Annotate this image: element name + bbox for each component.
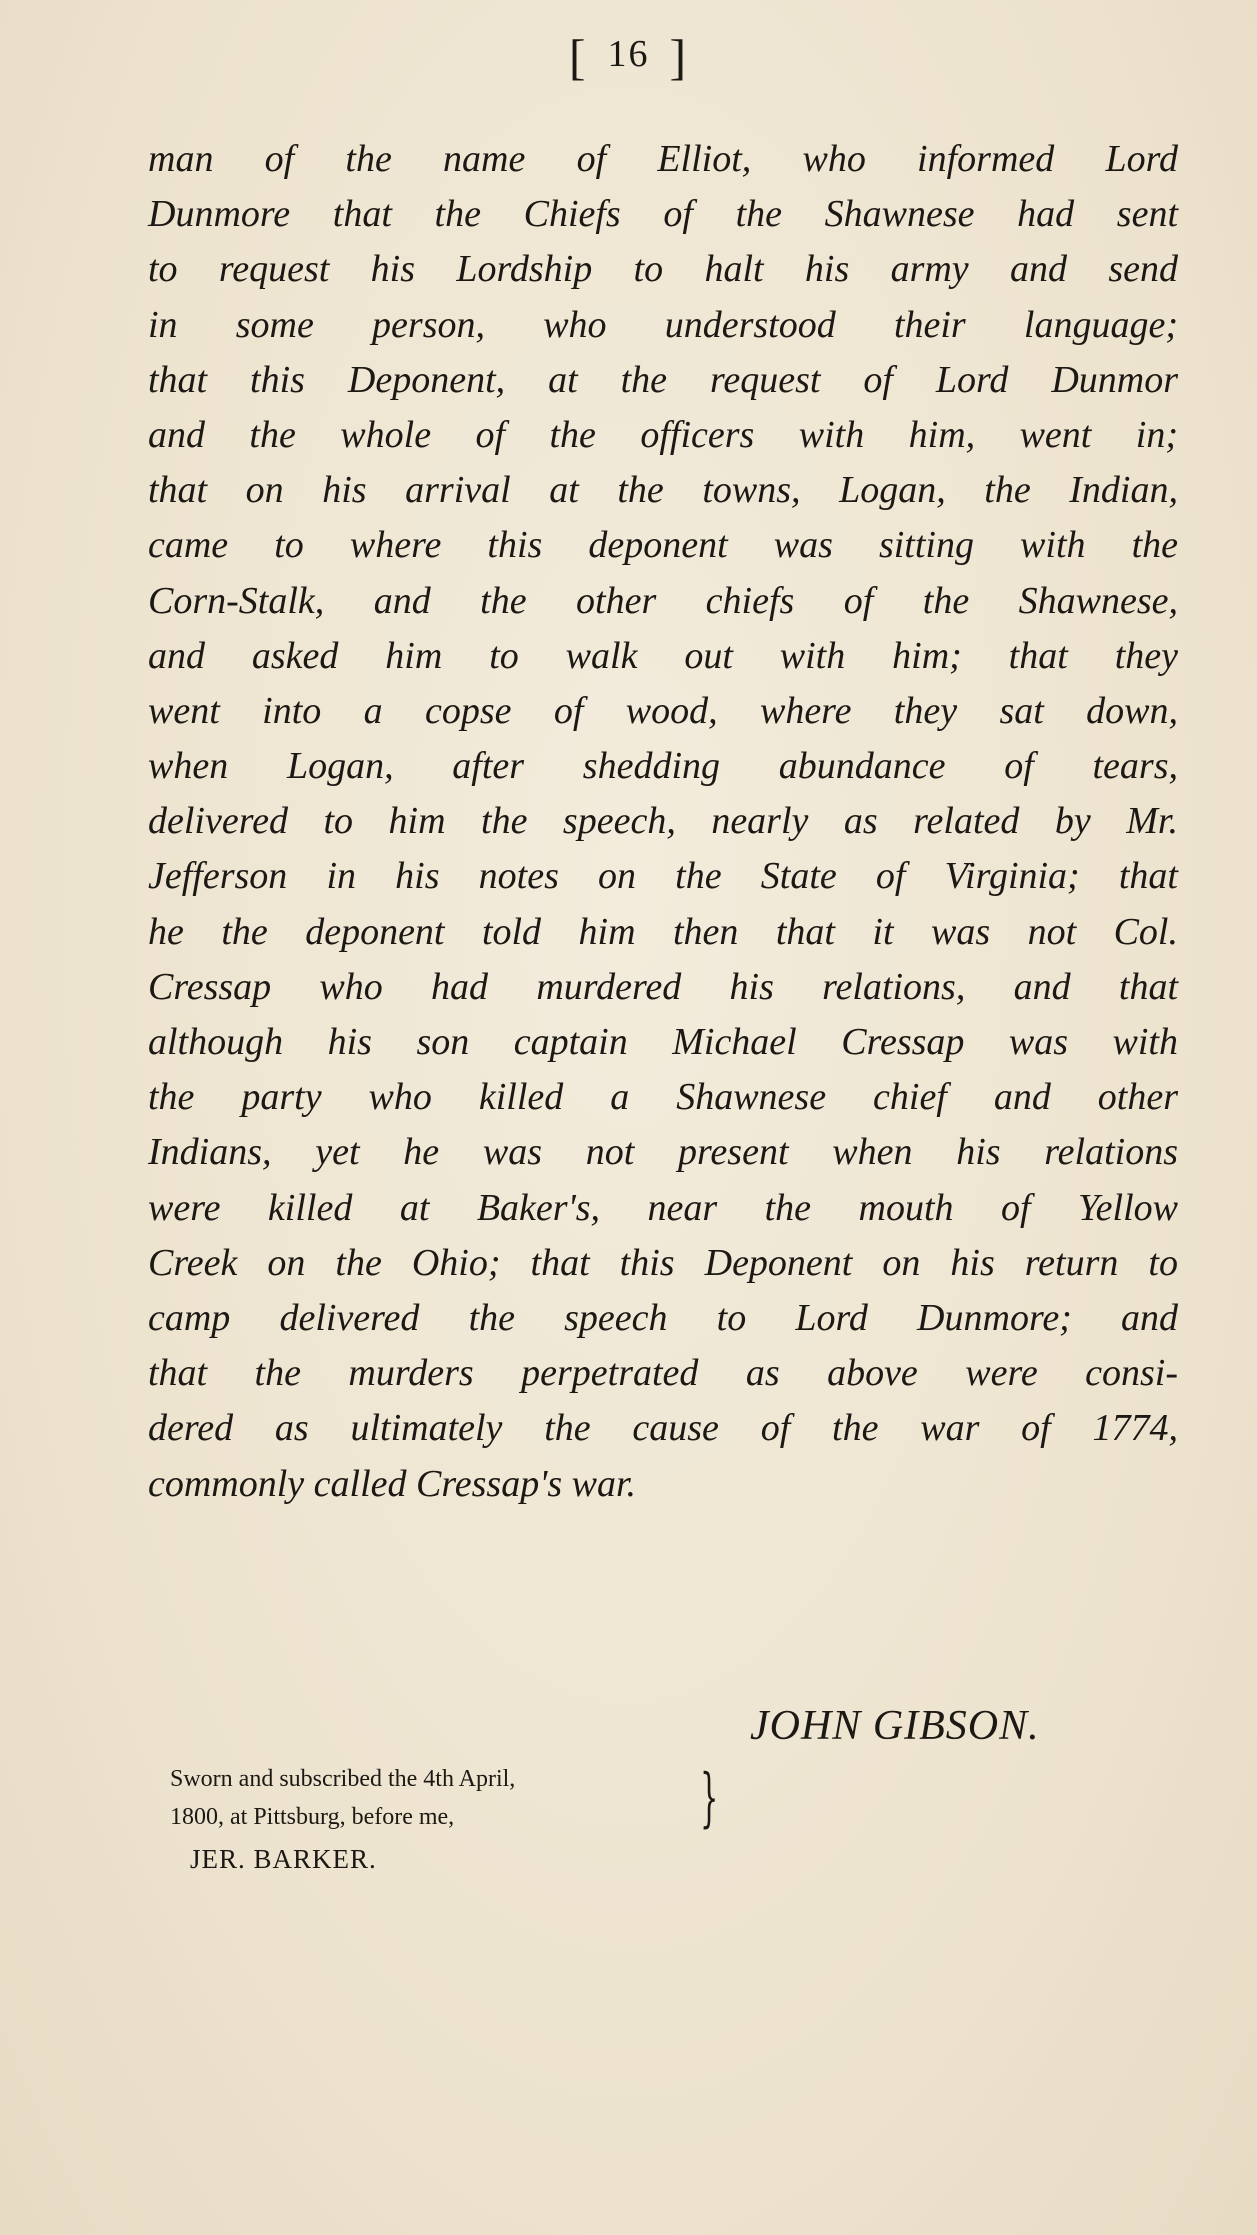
text-line: dered as ultimately the cause of the war of 1774, xyxy=(148,1407,1178,1450)
text-line: the party who killed a Shawnese chief and other xyxy=(148,1076,1178,1119)
text-line: Creek on the Ohio; that this Deponent on his return to xyxy=(148,1241,1178,1284)
text-line: Indians, yet he was not present when his relations xyxy=(148,1131,1178,1174)
text-line: when Logan, after shedding abundance of tears, xyxy=(148,745,1178,788)
text-line: Corn-Stalk, and the other chiefs of the Shawnese, xyxy=(148,579,1178,622)
text-line: man of the name of Elliot, who informed Lord xyxy=(148,138,1178,180)
page-number-close-bracket: ] xyxy=(669,29,689,85)
text-line: were killed at Baker's, near the mouth of Yellow xyxy=(148,1186,1178,1229)
jurat-brace-icon: } xyxy=(700,1761,719,1835)
text-line: in some person, who understood their language; xyxy=(148,303,1178,346)
text-line: commonly called Cressap's war. xyxy=(148,1462,637,1505)
jurat-line-2: 1800, at Pittsburg, before me, xyxy=(170,1804,455,1830)
text-line: that on his arrival at the towns, Logan, the Indian, xyxy=(148,469,1178,512)
text-line: that this Deponent, at the request of Lord Dunmor xyxy=(148,358,1178,401)
text-line: and asked him to walk out with him; that they xyxy=(148,634,1178,677)
page-number-value: 16 xyxy=(607,33,650,75)
text-line: to request his Lordship to halt his army and send xyxy=(148,248,1178,291)
text-line: camp delivered the speech to Lord Dunmore; and xyxy=(148,1296,1178,1339)
signature-name: JOHN GIBSON. xyxy=(750,1703,1040,1749)
text-line: although his son captain Michael Cressap was with xyxy=(148,1021,1178,1063)
text-line: delivered to him the speech, nearly as related by Mr. xyxy=(148,800,1178,843)
text-line: Jefferson in his notes on the State of Virginia; that xyxy=(148,855,1178,898)
text-line: Cressap who had murdered his relations, and that xyxy=(148,965,1178,1008)
text-line: came to where this deponent was sitting with the xyxy=(148,524,1178,567)
text-line: went into a copse of wood, where they sat down, xyxy=(148,689,1178,732)
text-line: that the murders perpetrated as above were consi- xyxy=(148,1352,1178,1395)
text-line: and the whole of the officers with him, went in; xyxy=(148,413,1178,456)
deposition-text xyxy=(148,132,1178,1512)
page-number-open-bracket: [ xyxy=(568,29,588,85)
text-line: he the deponent told him then that it was not Col. xyxy=(148,910,1178,953)
page-number xyxy=(0,28,1257,86)
jurat-line-1: Sworn and subscribed the 4th April, xyxy=(170,1766,516,1792)
text-line: Dunmore that the Chiefs of the Shawnese had sent xyxy=(148,193,1178,236)
jurat-official-name: JER. BARKER. xyxy=(190,1844,377,1874)
jurat-block xyxy=(170,1760,730,1878)
